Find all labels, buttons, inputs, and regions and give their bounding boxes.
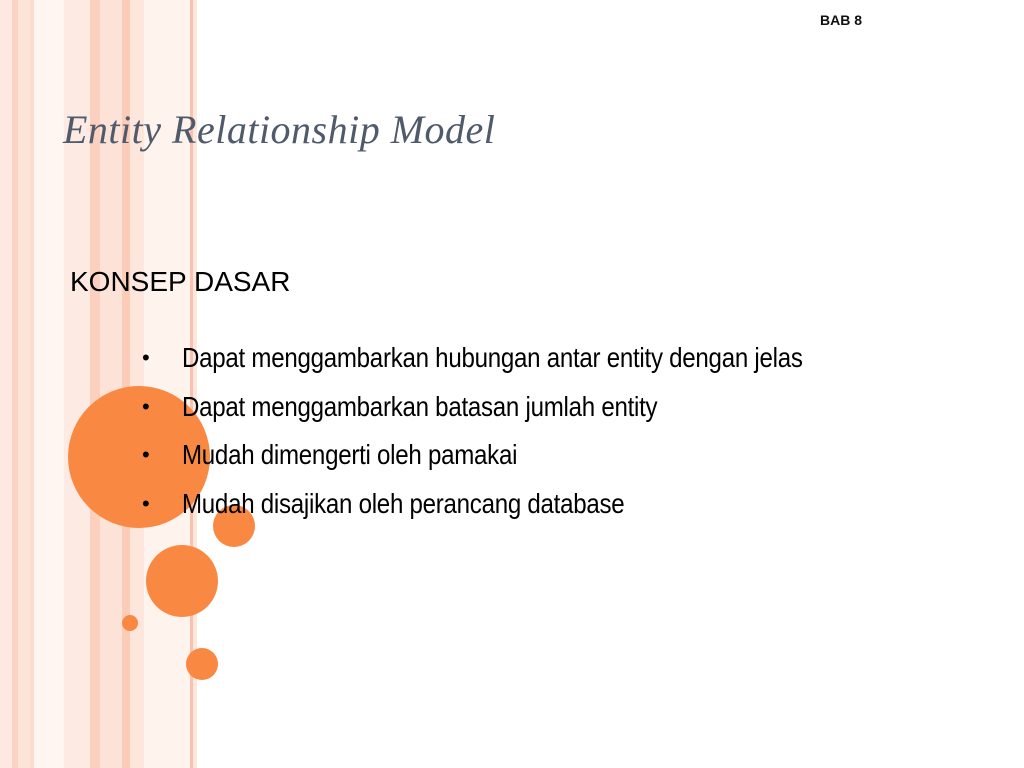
decor-circle-small [122,615,138,631]
bullet-text: Dapat menggambarkan batasan jumlah entity [182,390,658,422]
bullet-text: Dapat menggambarkan hubungan antar entity dengan jelas [182,342,803,374]
list-item [140,431,904,480]
chapter-label: BAB 8 [819,12,862,28]
bullet-icon: • [142,442,150,468]
bullet-text: Mudah dimengerti oleh pamakai [182,439,518,471]
bullet-icon: • [142,490,150,516]
bullet-list [140,334,904,528]
decor-stripe [34,0,64,768]
slide-title: Entity Relationship Model [63,107,496,152]
bullet-icon: • [142,393,150,419]
bullet-icon: • [142,345,150,371]
list-item [140,334,904,383]
decor-circle [186,648,218,680]
decor-circle-medium [146,545,218,617]
section-heading: KONSEP DASAR [70,266,291,297]
decor-stripe [18,0,30,768]
bullet-text: Mudah disajikan oleh perancang database [182,487,625,519]
list-item [140,383,904,432]
decor-stripe [0,0,12,768]
list-item [140,480,904,529]
